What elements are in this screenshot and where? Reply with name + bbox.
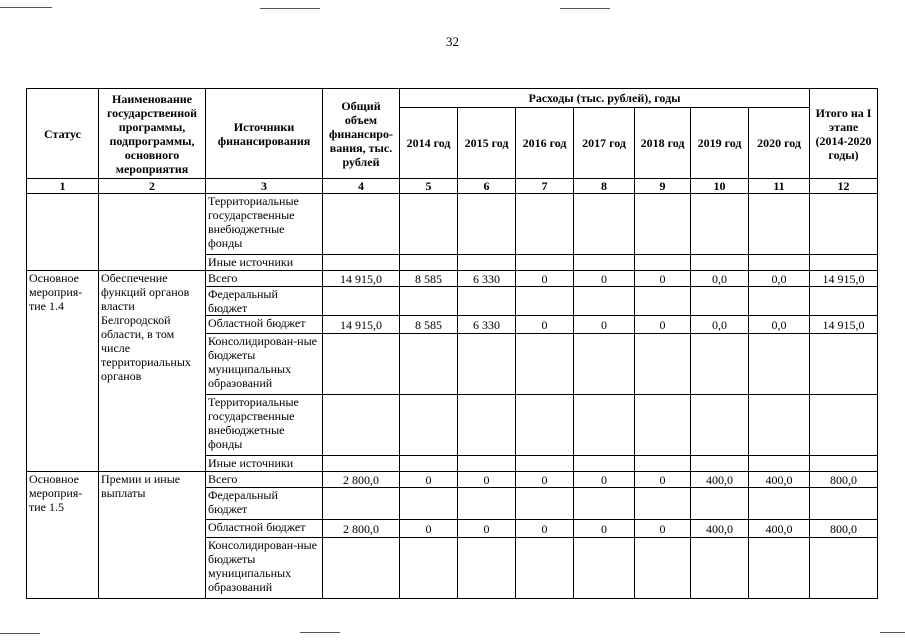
column-number: 11 [749, 179, 810, 194]
value-cell: 0 [635, 271, 691, 287]
value-cell [400, 456, 458, 472]
value-cell: 400,0 [691, 472, 749, 488]
source-cell: Областной бюджет [206, 520, 323, 538]
column-number: 10 [691, 179, 749, 194]
value-cell [635, 334, 691, 395]
header-expenses-group: Расходы (тыс. рублей), годы [400, 89, 810, 108]
value-cell [749, 488, 810, 520]
value-cell [749, 395, 810, 456]
value-cell [574, 488, 635, 520]
column-numbers-row [27, 179, 878, 194]
value-cell: 0 [635, 520, 691, 538]
header-year-2016: 2016 год [516, 108, 574, 179]
source-cell: Областной бюджет [206, 316, 323, 334]
value-cell [810, 488, 878, 520]
value-cell [516, 334, 574, 395]
value-cell: 0 [635, 472, 691, 488]
value-cell [516, 456, 574, 472]
value-cell [574, 287, 635, 316]
source-cell: Федеральный бюджет [206, 488, 323, 520]
header-year-2018: 2018 год [635, 108, 691, 179]
value-cell: 14 915,0 [810, 271, 878, 287]
value-cell: 0,0 [749, 316, 810, 334]
value-cell: 0 [400, 520, 458, 538]
value-cell [691, 395, 749, 456]
value-cell: 8 585 [400, 271, 458, 287]
value-cell [400, 538, 458, 599]
value-cell [323, 287, 400, 316]
value-cell [810, 334, 878, 395]
value-cell: 0,0 [691, 316, 749, 334]
value-cell [458, 287, 516, 316]
status-cell [27, 194, 99, 271]
value-cell [516, 538, 574, 599]
budget-table [26, 88, 878, 599]
value-cell [635, 456, 691, 472]
value-cell [458, 456, 516, 472]
value-cell: 0,0 [749, 271, 810, 287]
header-year-2014: 2014 год [400, 108, 458, 179]
column-number: 7 [516, 179, 574, 194]
value-cell [749, 538, 810, 599]
column-number: 6 [458, 179, 516, 194]
value-cell [635, 287, 691, 316]
source-cell: Иные источники [206, 255, 323, 271]
value-cell [458, 395, 516, 456]
source-cell: Консолидирован-ные бюджеты муниципальных образований [206, 538, 323, 599]
value-cell: 0 [635, 316, 691, 334]
value-cell [810, 287, 878, 316]
value-cell: 0 [458, 472, 516, 488]
value-cell: 0 [458, 520, 516, 538]
column-number: 1 [27, 179, 99, 194]
source-cell: Иные источники [206, 456, 323, 472]
status-cell: Основное мероприя-тие 1.4 [27, 271, 99, 472]
status-cell: Основное мероприя-тие 1.5 [27, 472, 99, 599]
table-row [27, 271, 878, 287]
value-cell [323, 538, 400, 599]
header-total-stage: Итого на I этапе (2014-2020 годы) [810, 89, 878, 179]
value-cell: 2 800,0 [323, 472, 400, 488]
value-cell [323, 334, 400, 395]
value-cell [458, 538, 516, 599]
value-cell [691, 456, 749, 472]
source-cell: Всего [206, 472, 323, 488]
header-year-2017: 2017 год [574, 108, 635, 179]
value-cell [691, 334, 749, 395]
page-number: 32 [446, 34, 459, 49]
value-cell: 0,0 [691, 271, 749, 287]
value-cell: 0 [574, 316, 635, 334]
value-cell [574, 538, 635, 599]
value-cell [323, 395, 400, 456]
header-year-2015: 2015 год [458, 108, 516, 179]
value-cell [749, 456, 810, 472]
header-total-volume: Общий объем финансиро-вания, тыс. рублей [323, 89, 400, 179]
header-sources: Источники финансирования [206, 89, 323, 179]
value-cell [400, 334, 458, 395]
value-cell [323, 488, 400, 520]
value-cell [400, 488, 458, 520]
value-cell: 0 [516, 472, 574, 488]
value-cell [810, 395, 878, 456]
column-number: 5 [400, 179, 458, 194]
value-cell [516, 287, 574, 316]
column-number: 12 [810, 179, 878, 194]
table-row [27, 194, 878, 255]
value-cell: 0 [574, 271, 635, 287]
value-cell: 800,0 [810, 472, 878, 488]
column-number: 4 [323, 179, 400, 194]
header-name: Наименование государственной программы, подпрограммы, основного мероприятия [99, 89, 206, 179]
value-cell [574, 395, 635, 456]
value-cell [400, 287, 458, 316]
header-status: Статус [27, 89, 99, 179]
value-cell [574, 456, 635, 472]
value-cell [516, 395, 574, 456]
source-cell: Территориальные государственные внебюджетные фонды [206, 194, 323, 255]
value-cell [691, 287, 749, 316]
value-cell: 400,0 [749, 472, 810, 488]
value-cell: 8 585 [400, 316, 458, 334]
value-cell [749, 287, 810, 316]
value-cell: 400,0 [691, 520, 749, 538]
value-cell [810, 456, 878, 472]
source-cell: Консолидирован-ные бюджеты муниципальных образований [206, 334, 323, 395]
column-number: 8 [574, 179, 635, 194]
value-cell: 14 915,0 [810, 316, 878, 334]
value-cell [323, 456, 400, 472]
header-year-2020: 2020 год [749, 108, 810, 179]
value-cell [635, 395, 691, 456]
value-cell [400, 395, 458, 456]
value-cell: 0 [574, 472, 635, 488]
value-cell [635, 488, 691, 520]
value-cell: 0 [516, 520, 574, 538]
table-row [27, 472, 878, 488]
name-cell: Обеспечение функций органов власти Белгородской области, в том числе территориальных органов [99, 271, 206, 472]
value-cell: 6 330 [458, 271, 516, 287]
header-year-2019: 2019 год [691, 108, 749, 179]
value-cell: 6 330 [458, 316, 516, 334]
column-number: 3 [206, 179, 323, 194]
value-cell: 0 [516, 271, 574, 287]
value-cell: 0 [574, 520, 635, 538]
value-cell [516, 488, 574, 520]
value-cell: 2 800,0 [323, 520, 400, 538]
value-cell: 0 [516, 316, 574, 334]
column-number: 9 [635, 179, 691, 194]
name-cell: Премии и иные выплаты [99, 472, 206, 599]
value-cell [458, 334, 516, 395]
value-cell [810, 538, 878, 599]
value-cell: 0 [400, 472, 458, 488]
value-cell [574, 334, 635, 395]
value-cell: 800,0 [810, 520, 878, 538]
source-cell: Территориальные государственные внебюджетные фонды [206, 395, 323, 456]
source-cell: Всего [206, 271, 323, 287]
value-cell: 14 915,0 [323, 271, 400, 287]
value-cell [691, 488, 749, 520]
value-cell [691, 538, 749, 599]
source-cell: Федеральный бюджет [206, 287, 323, 316]
value-cell [635, 538, 691, 599]
value-cell: 400,0 [749, 520, 810, 538]
value-cell [458, 488, 516, 520]
column-number: 2 [99, 179, 206, 194]
value-cell [749, 334, 810, 395]
name-cell [99, 194, 206, 271]
value-cell: 14 915,0 [323, 316, 400, 334]
